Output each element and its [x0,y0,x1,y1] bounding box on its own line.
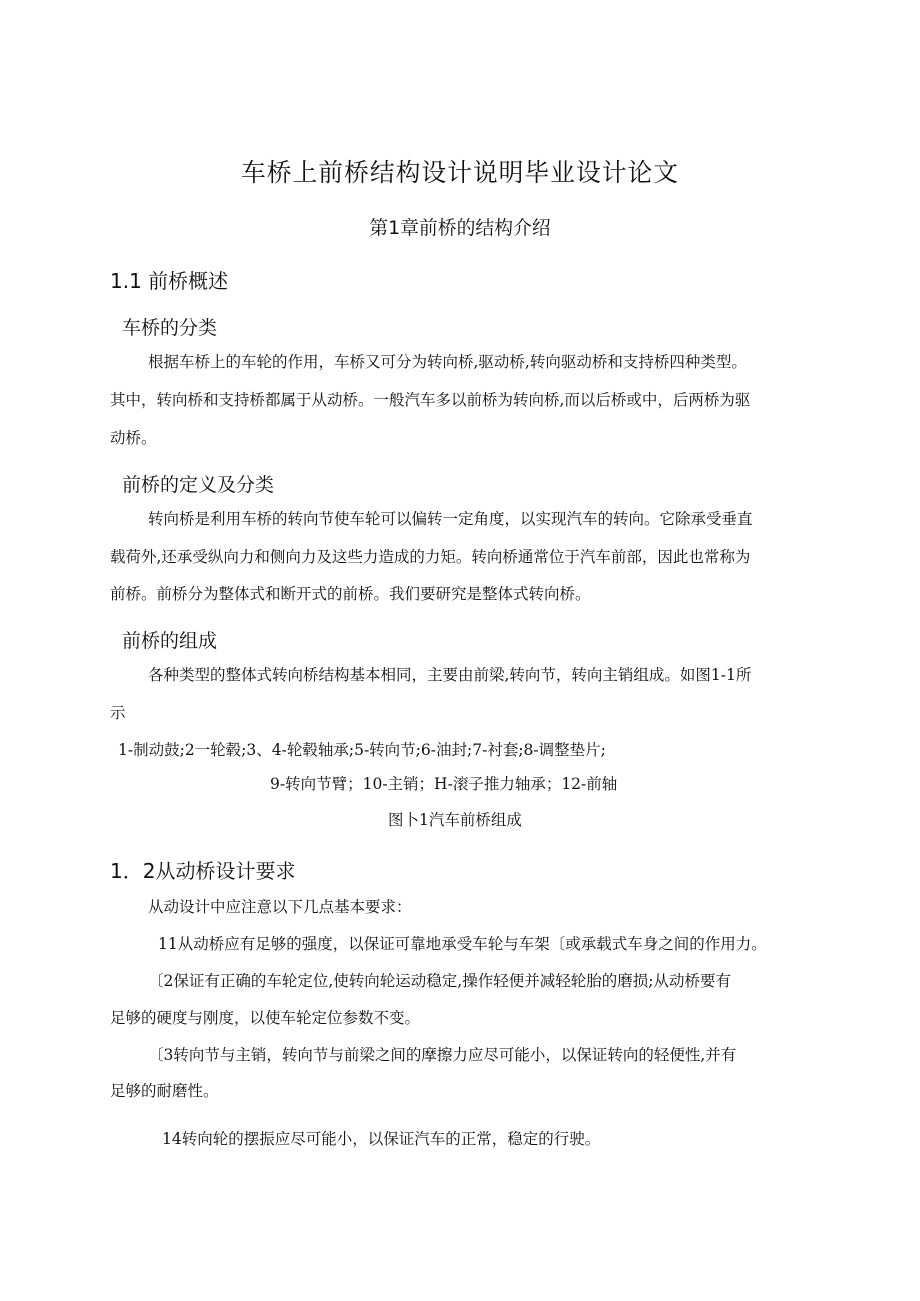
subsection-heading-front-axle-definition: 前桥的定义及分类 [122,474,275,496]
requirement-item: 11从动桥应有足够的强度，以保证可靠地承受车轮与车架〔或承载式车身之间的作用力。 [158,935,767,953]
paragraph-line: 其中，转向桥和支持桥都属于从动桥。一般汽车多以前桥为转向桥,而以后桥或中，后两桥为驱 [110,391,751,409]
requirement-item: 14转向轮的摆振应尽可能小，以保证汽车的正常，稳定的行驶。 [162,1130,601,1148]
requirement-item: 〔2保证有正确的车轮定位,使转向轮运动稳定,操作轻便并减轻轮胎的磨损;从动桥要有 [148,972,731,990]
requirement-item-continuation: 足够的硬度与刚度，以使车轮定位参数不变。 [110,1009,421,1027]
paragraph-line: 各种类型的整体式转向桥结构基本相同，主要由前梁,转向节，转向主销组成。如图1-1所 [148,666,752,684]
figure-caption: 图卜1汽车前桥组成 [388,811,522,829]
paragraph-line: 示 [110,704,126,722]
paragraph-line: 根据车桥上的车轮的作用，车桥又可分为转向桥,驱动桥,转向驱动桥和支持桥四种类型。 [148,353,747,371]
section-heading-1-1: 1.1 前桥概述 [110,269,229,293]
section-heading-1-2: 1．2从动桥设计要求 [110,859,296,883]
subsection-heading-axle-types: 车桥的分类 [122,317,218,339]
requirement-item: 〔3转向节与主销，转向节与前梁之间的摩擦力应尽可能小，以保证转向的轻便性,并有 [148,1046,737,1064]
paragraph-line: 从动设计中应注意以下几点基本要求： [148,898,412,916]
requirement-item-continuation: 足够的耐磨性。 [110,1082,219,1100]
document-title: 车桥上前桥结构设计说明毕业设计论文 [240,158,680,187]
paragraph-line: 载荷外,还承受纵向力和侧向力及这些力造成的力矩。转向桥通常位于汽车前部，因此也常称为 [110,548,751,566]
paragraph-line: 转向桥是利用车桥的转向节使车轮可以偏转一定角度，以实现汽车的转向。它除承受垂直 [148,510,753,528]
subsection-heading-front-axle-composition: 前桥的组成 [122,630,218,652]
figure-legend-line: 9-转向节臂；10-主销；H-滚子推力轴承；12-前轴 [270,775,618,793]
figure-legend-line: 1-制动鼓;2一轮毂;3、4-轮毂轴承;5-转向节;6-油封;7-衬套;8-调整垫片; [118,741,606,759]
chapter-heading: 第1章前桥的结构介绍 [369,218,551,239]
paragraph-line: 动桥。 [110,429,157,447]
paragraph-line: 前桥。前桥分为整体式和断开式的前桥。我们要研究是整体式转向桥。 [110,585,591,603]
